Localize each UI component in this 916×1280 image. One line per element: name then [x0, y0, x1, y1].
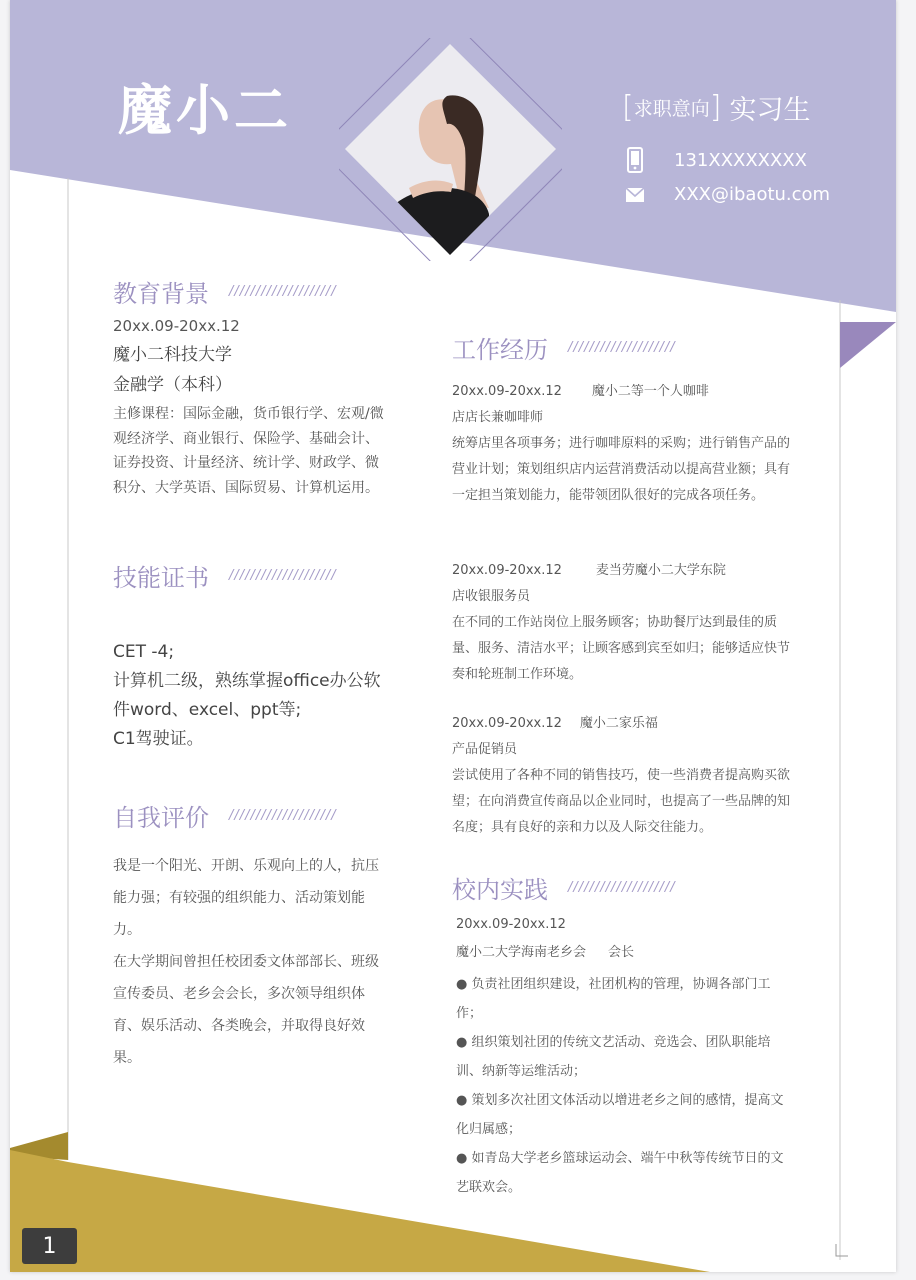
phone-number: 131XXXXXXXX — [674, 149, 808, 171]
work-company: 魔小二家乐福 — [579, 716, 658, 731]
campus-item — [456, 1028, 794, 1086]
education-section — [113, 314, 385, 500]
skills-title: 技能证书 — [113, 564, 209, 592]
campus-date: 20xx.09-20xx.12 — [456, 917, 566, 932]
resume-page — [10, 0, 896, 1272]
education-date: 20xx.09-20xx.12 — [113, 317, 240, 335]
phone-row — [622, 147, 807, 173]
education-title: 教育背景 — [113, 280, 209, 308]
objective-value: 实习生 — [729, 95, 811, 126]
objective-open-bracket: [ — [622, 90, 634, 125]
work-title-slashes: //////////////////// — [568, 340, 676, 355]
page-number-badge[interactable]: 1 — [22, 1228, 77, 1264]
education-major: 金融学（本科） — [113, 375, 232, 395]
skill-item: C1驾驶证。 — [113, 729, 204, 749]
work-company: 魔小二等一个人咖啡 — [591, 384, 709, 399]
self-eval-section — [113, 850, 385, 1074]
education-school: 魔小二科技大学 — [113, 345, 232, 365]
campus-item-text: 如青岛大学老乡篮球运动会、端午中秋等传统节日的文艺联欢会。 — [456, 1151, 784, 1195]
campus-heading — [452, 870, 797, 905]
work-title: 工作经历 — [452, 336, 548, 364]
work-role: 店店长兼咖啡师 — [452, 410, 544, 425]
job-objective — [622, 88, 810, 127]
bullet-icon: ● — [456, 977, 468, 992]
email-address: XXX@ibaotu.com — [674, 184, 831, 205]
campus-item-text: 组织策划社团的传统文艺活动、竞选会、团队职能培训、纳新等运维活动； — [456, 1035, 771, 1079]
education-heading — [113, 274, 385, 309]
bullet-icon: ● — [456, 1035, 468, 1050]
skills-section — [113, 638, 385, 754]
skill-item: CET -4; — [113, 642, 175, 662]
campus-section — [456, 912, 794, 1202]
bullet-icon: ● — [456, 1151, 468, 1166]
corner-mark — [836, 1244, 848, 1256]
campus-item-text: 策划多次社团文体活动以增进老乡之间的感情，提高文化归属感； — [456, 1093, 784, 1137]
campus-title: 校内实践 — [452, 876, 548, 904]
campus-item — [456, 1144, 794, 1202]
work-role: 产品促销员 — [452, 742, 518, 757]
campus-item — [456, 970, 794, 1028]
candidate-name: 魔小二 — [118, 79, 292, 142]
campus-title-slashes: //////////////////// — [568, 880, 676, 895]
self-eval-paragraph: 我是一个阳光、开朗、乐观向上的人，抗压能力强；有较强的组织能力、活动策划能力。 — [113, 858, 379, 938]
objective-close-bracket: ] — [709, 90, 722, 125]
self-eval-title: 自我评价 — [113, 804, 209, 832]
skills-title-slashes: //////////////////// — [229, 568, 337, 583]
skills-heading — [113, 558, 385, 593]
work-entry — [452, 711, 797, 841]
email-row — [622, 184, 830, 205]
profile-photo — [339, 38, 562, 261]
profile-photo-frame — [339, 38, 562, 261]
work-company: 麦当劳魔小二大学东院 — [595, 563, 726, 578]
bullet-icon: ● — [456, 1093, 468, 1108]
phone-icon — [622, 147, 648, 173]
self-eval-paragraph: 在大学期间曾担任校团委文体部部长、班级宣传委员、老乡会会长，多次领导组织体育、娱乐活动、各类晚会，并取得良好效果。 — [113, 954, 379, 1066]
campus-item — [456, 1086, 794, 1144]
work-date: 20xx.09-20xx.12 — [452, 563, 562, 578]
work-description: 统筹店里各项事务；进行咖啡原料的采购；进行销售产品的营业计划；策划组织店内运营消费活动以提高营业额；具有一定担当策划能力，能带领团队很好的完成各项任务。 — [452, 436, 791, 503]
work-description: 在不同的工作站岗位上服务顾客；协助餐厅达到最佳的质量、服务、清洁水平；让顾客感到宾至如归；能够适应快节奏和轮班制工作环境。 — [452, 615, 791, 682]
campus-role: 会长 — [608, 945, 635, 960]
self-eval-heading — [113, 798, 385, 833]
work-date: 20xx.09-20xx.12 — [452, 384, 562, 399]
education-title-slashes: //////////////////// — [229, 284, 337, 299]
education-courses: 主修课程：国际金融，货币银行学、宏观/微观经济学、商业银行、保险学、基础会计、证券投资、计量经济、统计学、财政学、微积分、大学英语、国际贸易、计算机运用。 — [113, 406, 384, 496]
skill-item: 计算机二级，熟练掌握office办公软件word、excel、ppt等; — [113, 671, 381, 720]
mail-icon — [622, 187, 648, 203]
work-description: 尝试使用了各种不同的销售技巧，使一些消费者提高购买欲望；在向消费宣传商品以企业同时，也提高了一些品牌的知名度；具有良好的亲和力以及人际交往能力。 — [452, 768, 791, 835]
self-eval-title-slashes: //////////////////// — [229, 808, 337, 823]
campus-org: 魔小二大学海南老乡会 — [456, 945, 587, 960]
campus-item-text: 负责社团组织建设，社团机构的管理，协调各部门工作； — [456, 977, 771, 1021]
work-heading — [452, 330, 797, 365]
objective-label: 求职意向 — [633, 98, 710, 120]
work-role: 店收银服务员 — [452, 589, 531, 604]
work-entry — [452, 558, 797, 688]
work-entry — [452, 379, 797, 509]
work-date: 20xx.09-20xx.12 — [452, 716, 562, 731]
right-accent-triangle — [840, 322, 896, 368]
